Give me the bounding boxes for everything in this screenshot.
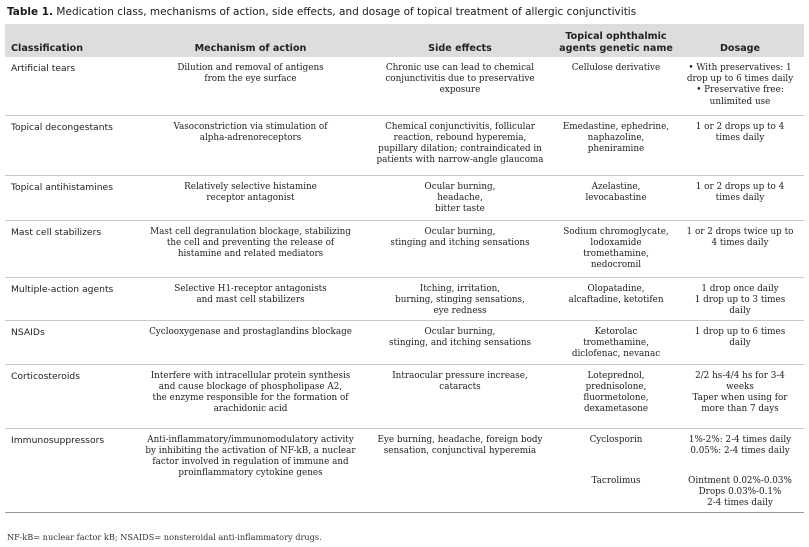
- cell-agents: [556, 320, 676, 364]
- cell-classification: Corticosteroids: [11, 370, 81, 382]
- cell-side-effects: [364, 175, 556, 220]
- cell-dosage: [676, 115, 804, 175]
- cell-line: 1 drop up to 6 times: [694, 326, 786, 337]
- cell-line: Selective H1-receptor antagonists: [174, 283, 327, 294]
- cell-line: Ocular burning,: [424, 181, 496, 192]
- cell-line: fluormetolone,: [583, 392, 649, 403]
- cell-agents: [556, 277, 676, 320]
- cell-line: times daily: [715, 132, 765, 143]
- cell-mechanism: [137, 428, 364, 512]
- cell-line: 0.05%: 2-4 times daily: [690, 445, 790, 456]
- cell-line: histamine and related mediators: [177, 248, 324, 259]
- cell-line: Ocular burning,: [424, 326, 496, 337]
- cell-line: eye redness: [433, 305, 487, 316]
- cell-line: prednisolone,: [585, 381, 647, 392]
- cell-dosage: [676, 428, 804, 512]
- header-mechanism: Mechanism of action: [194, 42, 307, 54]
- cell-line: 1%-2%: 2-4 times daily: [688, 434, 792, 445]
- cell-line: proinflammatory cytokine genes: [178, 468, 323, 479]
- cell-mechanism: [137, 320, 364, 364]
- cell-line: levocabastine: [585, 192, 647, 203]
- cell-line: Relatively selective histamine: [184, 181, 317, 192]
- cell-line: reaction, rebound hyperemia,: [393, 132, 527, 143]
- table-row: [5, 277, 804, 320]
- cell-line: pupillary dilation; contraindicated in: [378, 143, 542, 154]
- cell-line: Eye burning, headache, foreign body: [377, 434, 543, 445]
- cell-line: times daily: [715, 192, 765, 203]
- cell-line: pheniramine: [587, 143, 645, 154]
- cell-line: and mast cell stabilizers: [196, 294, 305, 305]
- header-agents: [556, 24, 676, 57]
- cell-line: the enzyme responsible for the formation of: [152, 392, 349, 403]
- cell-line: dexametasone: [583, 404, 649, 415]
- cell-line: stinging and itching sensations: [390, 237, 530, 248]
- cell-side-effects: [364, 428, 556, 512]
- cell-agents: [556, 115, 676, 175]
- cell-line: Mast cell degranulation blockage, stabilizing: [150, 226, 351, 237]
- cell-mechanism: [137, 175, 364, 220]
- header-agents-line: agents genetic name: [559, 42, 673, 54]
- cell-line: Azelastine,: [591, 181, 641, 192]
- table-footnote: NF-kB= nuclear factor kB; NSAIDS= nonsteroidal anti-inflammatory drugs.: [7, 532, 322, 542]
- cell-line: receptor antagonist: [206, 192, 295, 203]
- cell-line: Ketorolac: [594, 326, 638, 337]
- cell-line: more than 7 days: [701, 404, 779, 415]
- cell-line: and cause blockage of phospholipase A2,: [158, 381, 343, 392]
- cell-agents: [556, 57, 676, 115]
- cell-spacer: [559, 446, 673, 476]
- cell-line: Chronic use can lead to chemical: [385, 63, 535, 73]
- cell-line: Cyclooxygenase and prostaglandins blockage: [149, 326, 352, 337]
- cell-side-effects: [364, 57, 556, 115]
- cell-classification: Topical decongestants: [11, 121, 113, 133]
- cell-line: 1 or 2 drops up to 4: [695, 121, 785, 132]
- header-agents-line: Topical ophthalmic: [565, 31, 667, 42]
- cell-dosage: [676, 57, 804, 115]
- cell-mechanism: [137, 277, 364, 320]
- cell-classification: Mast cell stabilizers: [11, 226, 102, 238]
- cell-line: 2/2 hs-4/4 hs for 3-4: [695, 370, 785, 381]
- cell-line: daily: [729, 305, 751, 316]
- cell-line: alpha-adrenoreceptors: [199, 132, 302, 143]
- cell-line: headache,: [437, 192, 483, 203]
- cell-mechanism: [137, 364, 364, 428]
- cell-agents: [556, 175, 676, 220]
- cell-dosage: [676, 220, 804, 277]
- cell-line: from the eye surface: [204, 74, 297, 85]
- medication-table: [5, 24, 804, 513]
- cell-line: 1 or 2 drops twice up to: [686, 226, 794, 237]
- table-row: [5, 57, 804, 115]
- caption-text: Medication class, mechanisms of action, side effects, and dosage of topical treatment of allergic conjunctivitis: [53, 6, 637, 18]
- cell-side-effects: [364, 320, 556, 364]
- cell-line: conjunctivitis due to preservative: [385, 74, 535, 85]
- cell-line: sensation, conjunctival hyperemia: [383, 445, 537, 456]
- cell-line: the cell and preventing the release of: [166, 237, 335, 248]
- cell-line: lodoxamide: [590, 237, 642, 248]
- header-dosage: Dosage: [719, 42, 761, 54]
- cell-line: 1 or 2 drops up to 4: [695, 181, 785, 192]
- cell-side-effects: [364, 277, 556, 320]
- cell-spacer: [679, 457, 801, 476]
- cell-mechanism: [137, 115, 364, 175]
- cell-classification: Multiple-action agents: [11, 283, 114, 295]
- cell-agents: [556, 220, 676, 277]
- cell-classification: Artificial tears: [11, 63, 76, 74]
- header-classification: Classification: [11, 42, 84, 54]
- cell-line: Ointment 0.02%-0.03%: [688, 475, 792, 486]
- cell-line: Taper when using for: [692, 392, 788, 403]
- cell-line: Tacrolimus: [591, 475, 641, 486]
- cell-line: factor involved in regulation of immune and: [152, 456, 349, 467]
- cell-agents: [556, 428, 676, 512]
- cell-line: nedocromil: [590, 260, 642, 271]
- cell-line: exposure: [439, 85, 481, 96]
- cell-line: Ocular burning,: [424, 226, 496, 237]
- cell-side-effects: [364, 364, 556, 428]
- cell-line: burning, stinging sensations,: [395, 294, 525, 305]
- cell-line: Cyclosporin: [589, 434, 643, 445]
- cell-classification: NSAIDs: [11, 326, 45, 338]
- table-body: [5, 57, 804, 512]
- table-row: [5, 175, 804, 220]
- table-row: [5, 364, 804, 428]
- table-caption: [7, 6, 805, 18]
- cell-line: Interfere with intracellular protein synthesis: [150, 370, 351, 381]
- cell-line: bitter taste: [435, 203, 485, 214]
- cell-mechanism: [137, 57, 364, 115]
- cell-line: Loteprednol,: [587, 370, 645, 381]
- cell-line: Cellulose derivative: [571, 63, 661, 73]
- cell-line: tromethamine,: [583, 337, 649, 348]
- cell-line: 1 drop once daily: [701, 283, 779, 294]
- cell-line: 2-4 times daily: [707, 498, 773, 509]
- cell-dosage: [676, 364, 804, 428]
- table-row: [5, 428, 804, 512]
- cell-line: naphazoline,: [587, 132, 645, 143]
- cell-agents: [556, 364, 676, 428]
- cell-mechanism: [137, 220, 364, 277]
- cell-line: • With preservatives: 1: [688, 63, 792, 73]
- table-row: [5, 320, 804, 364]
- cell-line: cataracts: [439, 381, 481, 392]
- cell-line: diclofenac, nevanac: [571, 348, 661, 359]
- cell-line: Emedastine, ephedrine,: [562, 121, 670, 132]
- cell-line: Intraocular pressure increase,: [392, 370, 528, 381]
- cell-line: Dilution and removal of antigens: [177, 63, 324, 73]
- cell-line: • Preservative free:: [696, 85, 784, 96]
- table-row: [5, 115, 804, 175]
- cell-line: 1 drop up to 3 times: [694, 294, 786, 305]
- cell-line: stinging, and itching sensations: [388, 337, 532, 348]
- cell-line: arachidonic acid: [213, 404, 288, 415]
- table-row: [5, 220, 804, 277]
- cell-line: Drops 0.03%-0.1%: [698, 487, 782, 498]
- cell-line: Vasoconstriction via stimulation of: [173, 121, 328, 132]
- header-side-effects: Side effects: [428, 42, 492, 54]
- cell-side-effects: [364, 115, 556, 175]
- cell-line: unlimited use: [709, 96, 771, 107]
- cell-line: tromethamine,: [583, 248, 649, 259]
- cell-dosage: [676, 320, 804, 364]
- cell-line: Sodium chromoglycate,: [563, 226, 669, 237]
- caption-label: Table 1.: [7, 6, 54, 18]
- cell-line: daily: [729, 337, 751, 348]
- cell-line: 4 times daily: [711, 237, 769, 248]
- cell-dosage: [676, 175, 804, 220]
- cell-line: Chemical conjunctivitis, follicular: [385, 121, 535, 132]
- cell-line: Olopatadine,: [587, 283, 645, 294]
- cell-line: patients with narrow-angle glaucoma: [376, 155, 544, 166]
- cell-line: Anti-inflammatory/immunomodulatory activity: [147, 434, 354, 445]
- cell-classification: Immunosuppressors: [11, 434, 105, 446]
- cell-side-effects: [364, 220, 556, 277]
- cell-dosage: [676, 277, 804, 320]
- table-header-row: [5, 24, 804, 57]
- cell-line: Itching, irritation,: [419, 283, 501, 294]
- cell-line: by inhibiting the activation of NF-kB, a nuclear: [145, 445, 356, 456]
- cell-line: drop up to 6 times daily: [686, 74, 794, 85]
- cell-line: alcaftadine, ketotifen: [568, 294, 664, 305]
- cell-line: weeks: [726, 381, 754, 392]
- cell-classification: Topical antihistamines: [11, 181, 113, 193]
